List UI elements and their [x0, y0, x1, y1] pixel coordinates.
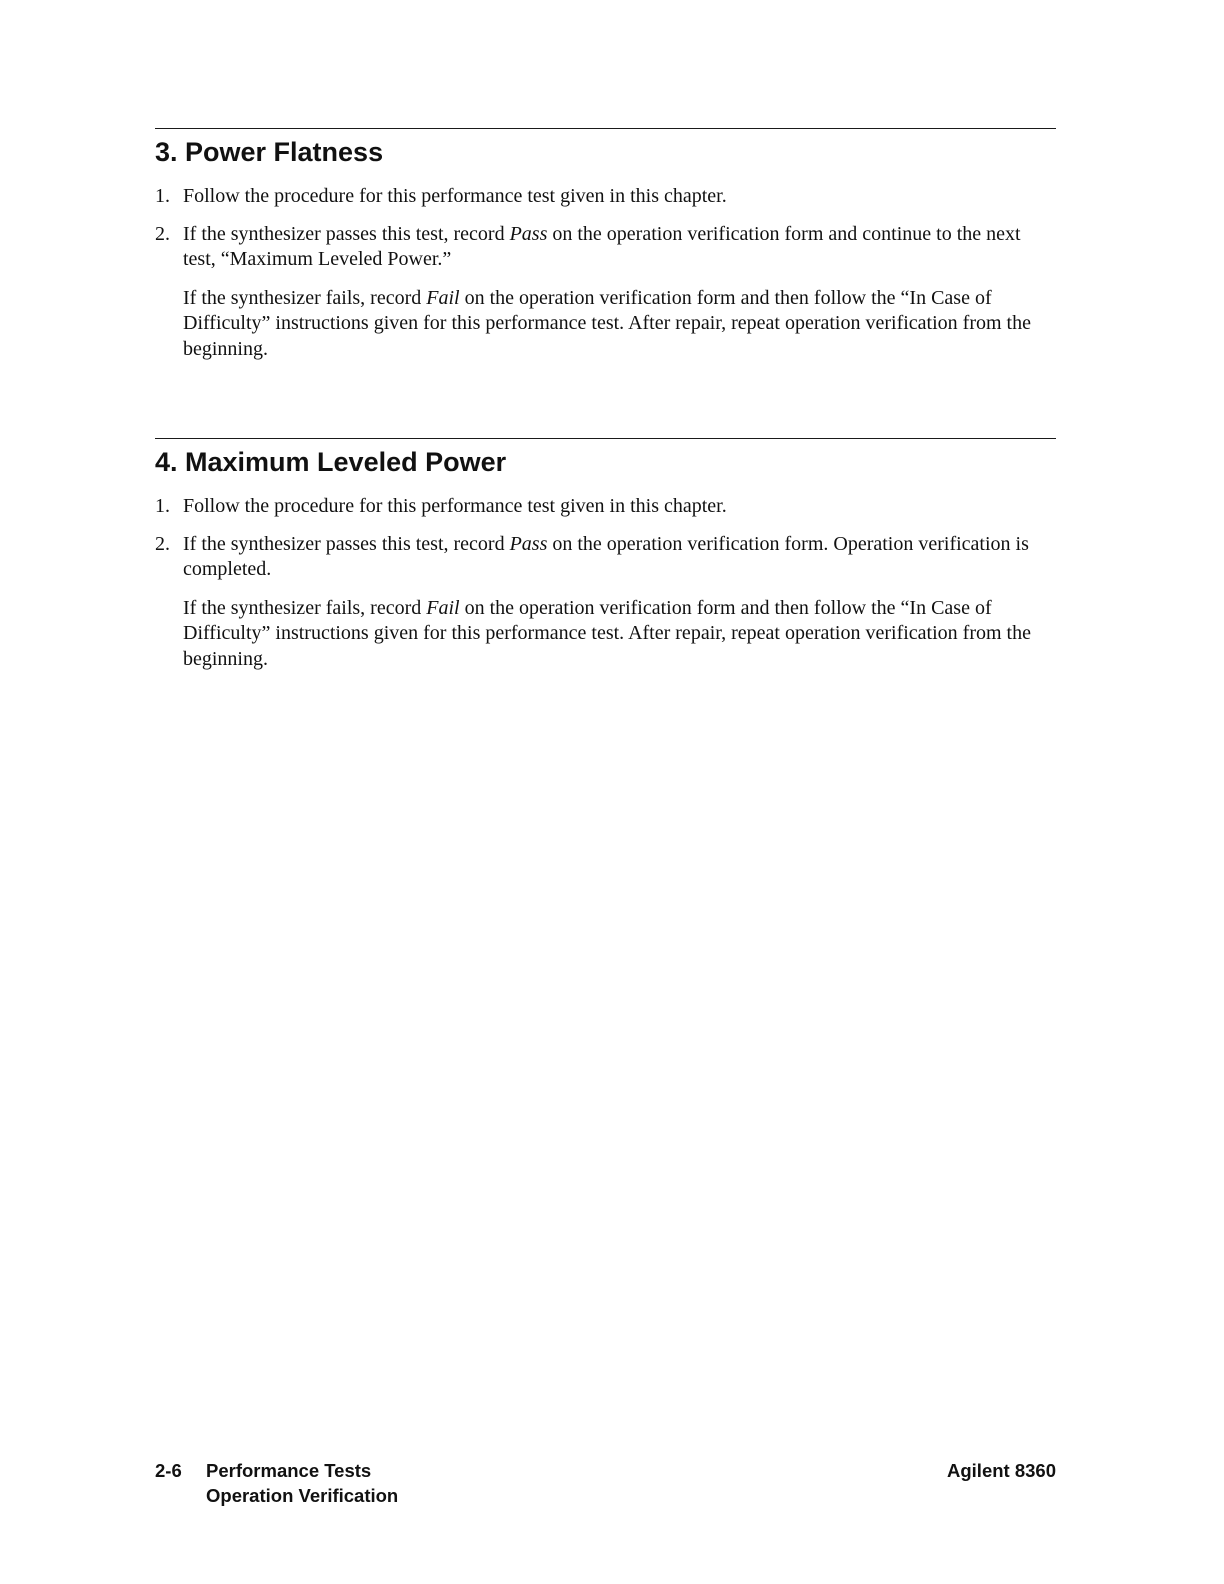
- pass-emphasis: Pass: [509, 532, 548, 555]
- step-number: 1.: [155, 185, 170, 207]
- step-text-pre: If the synthesizer passes this test, record: [183, 222, 510, 245]
- step-item: [155, 222, 1056, 273]
- fail-text-pre: If the synthesizer fails, record: [183, 596, 427, 619]
- fail-paragraph: [155, 596, 1056, 673]
- step-text: Follow the procedure for this performance test given in this chapter.: [183, 185, 727, 207]
- fail-text-post: on the operation verification form and then follow the “In Case of Difficulty” instructions given for this performance test. After repair, repeat operation verification from the beginning.: [183, 286, 1031, 360]
- step-text-post: on the operation verification form and continue to the next test, “Maximum Leveled Power.”: [183, 222, 1021, 270]
- step-text: Follow the procedure for this performance test given in this chapter.: [183, 495, 727, 517]
- fail-text-post: on the operation verification form and then follow the “In Case of Difficulty” instructions given for this performance test. After repair, repeat operation verification from the beginning.: [183, 596, 1031, 670]
- section-power-flatness: [155, 128, 1056, 362]
- section-heading: 4. Maximum Leveled Power: [155, 447, 507, 477]
- section-divider: [155, 438, 1056, 439]
- step-item: [155, 494, 1056, 520]
- footer-section: Operation Verification: [206, 1485, 399, 1506]
- step-item: [155, 184, 1056, 210]
- step-number: 2.: [155, 532, 170, 555]
- step-text-pre: If the synthesizer passes this test, record: [183, 532, 510, 555]
- section-divider: [155, 128, 1056, 129]
- page-footer-left: [155, 1458, 398, 1508]
- page-number: 2-6: [155, 1460, 182, 1481]
- pass-emphasis: Pass: [509, 222, 548, 245]
- step-number: 2.: [155, 222, 170, 245]
- fail-emphasis: Fail: [426, 596, 460, 619]
- step-number: 1.: [155, 495, 170, 517]
- step-text-post: on the operation verification form. Operation verification is completed.: [183, 532, 1029, 580]
- fail-text-pre: If the synthesizer fails, record: [183, 286, 427, 309]
- section-maximum-leveled-power: [155, 438, 1056, 672]
- fail-emphasis: Fail: [426, 286, 460, 309]
- footer-product: Agilent 8360: [947, 1460, 1056, 1481]
- footer-chapter: Performance Tests: [206, 1460, 372, 1481]
- footer-line: [155, 1458, 398, 1483]
- section-heading: 3. Power Flatness: [155, 137, 384, 167]
- fail-paragraph: [155, 286, 1056, 363]
- step-item: [155, 532, 1056, 583]
